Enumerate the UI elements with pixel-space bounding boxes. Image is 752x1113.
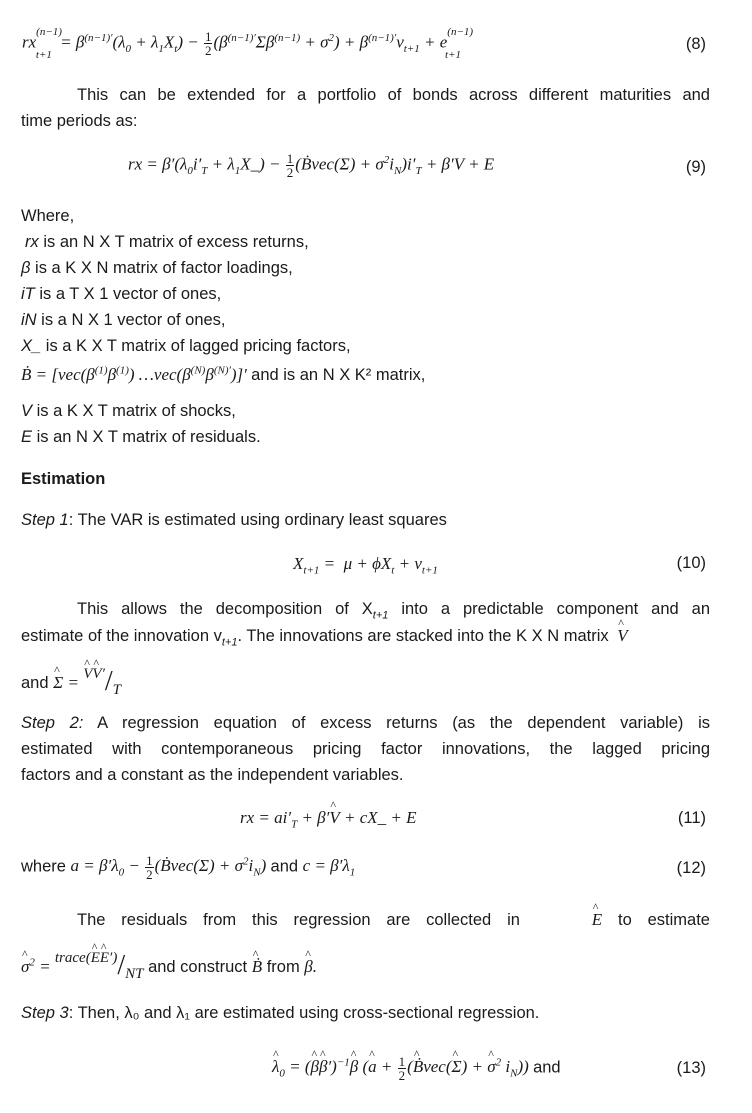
equation-10-number: (10) [676,554,706,572]
equation-12: where $a = \beta'\lambda_0$ − $\frac{1}{2}$ (Ḃvec(Σ) + $\sigma^2i_N$) and $c = \beta'\lambda_1$ [21,853,356,882]
step1-paragraph: Step 1: The VAR is estimated using ordinary least squares [21,511,447,529]
equation-11-number: (11) [677,809,706,827]
estimation-heading: Estimation [21,470,106,488]
definition-it: iT is a T X 1 vector of ones, [21,285,222,303]
paragraph-extend-line1: This can be extended for a portfolio of bonds across different maturities and [77,86,710,104]
paragraph-extend-line2: time periods as: [21,112,138,130]
residuals-line2: ^ $\sigma^2$ = trace(^ E^ E′)/NT and construct ^ Ḃ from ^ β. [21,948,317,980]
sigma-hat-definition: and ^ Σ = ^ V^ V′/T [21,664,121,696]
equation-8: $rx^{(n-1)}_{t+1} = \beta^{(n-1)'}(\lambda_0 + \lambda_1X_t)$ − $\frac{1}{2}$ $(\beta^{(n-1)'}\Sigma\beta^{(n-1)} + \sigma^2) + \beta^{(n-1)'}v_{t+1} + e^{(n-1)}_{t+1}$ [22,25,474,61]
equation-13: ^ $\lambda_0$ = (^ β^ β′)$^{-1}$^ β (^ a + $\frac{1}{2}$ (^ Ḃvec(^ Σ) + ^ $\sigma^2$ $i_N$)) and [272,1055,561,1082]
definition-b-dot: Ḃ = [$vec(\beta^{(1)}\beta^{(1)})$ $\dots vec(\beta^{(N)}\beta^{(N)'})]'$ and is an N X K² matrix, [21,364,426,384]
equation-8-number: (8) [685,35,706,53]
residuals-line1: The residuals from this regression are collected in ^ E to estimate [21,910,710,930]
equation-9: rx = $\beta'(\lambda_0i'_T$ + $\lambda_1X\_$) − $\frac{1}{2}$ (Ḃvec(Σ) + $\sigma^2i_N)i'_T + \beta'V + E$ [128,151,495,180]
decomposition-line1: This allows the decomposition of $X_{t+1}$ into a predictable component and an [77,600,710,622]
step2-line3: factors and a constant as the independent variables. [21,766,404,784]
step2-line2: estimated with contemporaneous pricing factor innovations, the lagged pricing [21,740,710,758]
equation-9-number: (9) [685,158,706,176]
equation-13-number: (13) [676,1059,706,1077]
definition-e: E is an N X T matrix of residuals. [21,428,261,446]
definition-beta: β is a K X N matrix of factor loadings, [21,259,293,277]
equation-11: rx = $ai'_T$ + β′^ V + cX_ + E [240,808,417,828]
equation-10: $X_{t+1} = \mu + \phi X_t + v_{t+1}$ [293,554,438,577]
where-label: Where, [21,207,75,225]
step3-paragraph: Step 3: Then, λ₀ and λ₁ are estimated using cross-sectional regression. [21,1004,540,1022]
definition-x-lagged: X_ is a K X T matrix of lagged pricing factors, [21,337,351,355]
definition-in: iN is a N X 1 vector of ones, [21,311,226,329]
definition-rx: rx is an N X T matrix of excess returns, [25,233,309,251]
step2-line1: Step 2: A regression equation of excess returns (as the dependent variable) is [21,714,710,732]
equation-12-number: (12) [676,859,706,877]
definition-v: V is a K X T matrix of shocks, [21,402,236,420]
decomposition-line2: estimate of the innovation $v_{t+1}$. The innovations are stacked into the K X N matrix ^ V [21,626,628,646]
